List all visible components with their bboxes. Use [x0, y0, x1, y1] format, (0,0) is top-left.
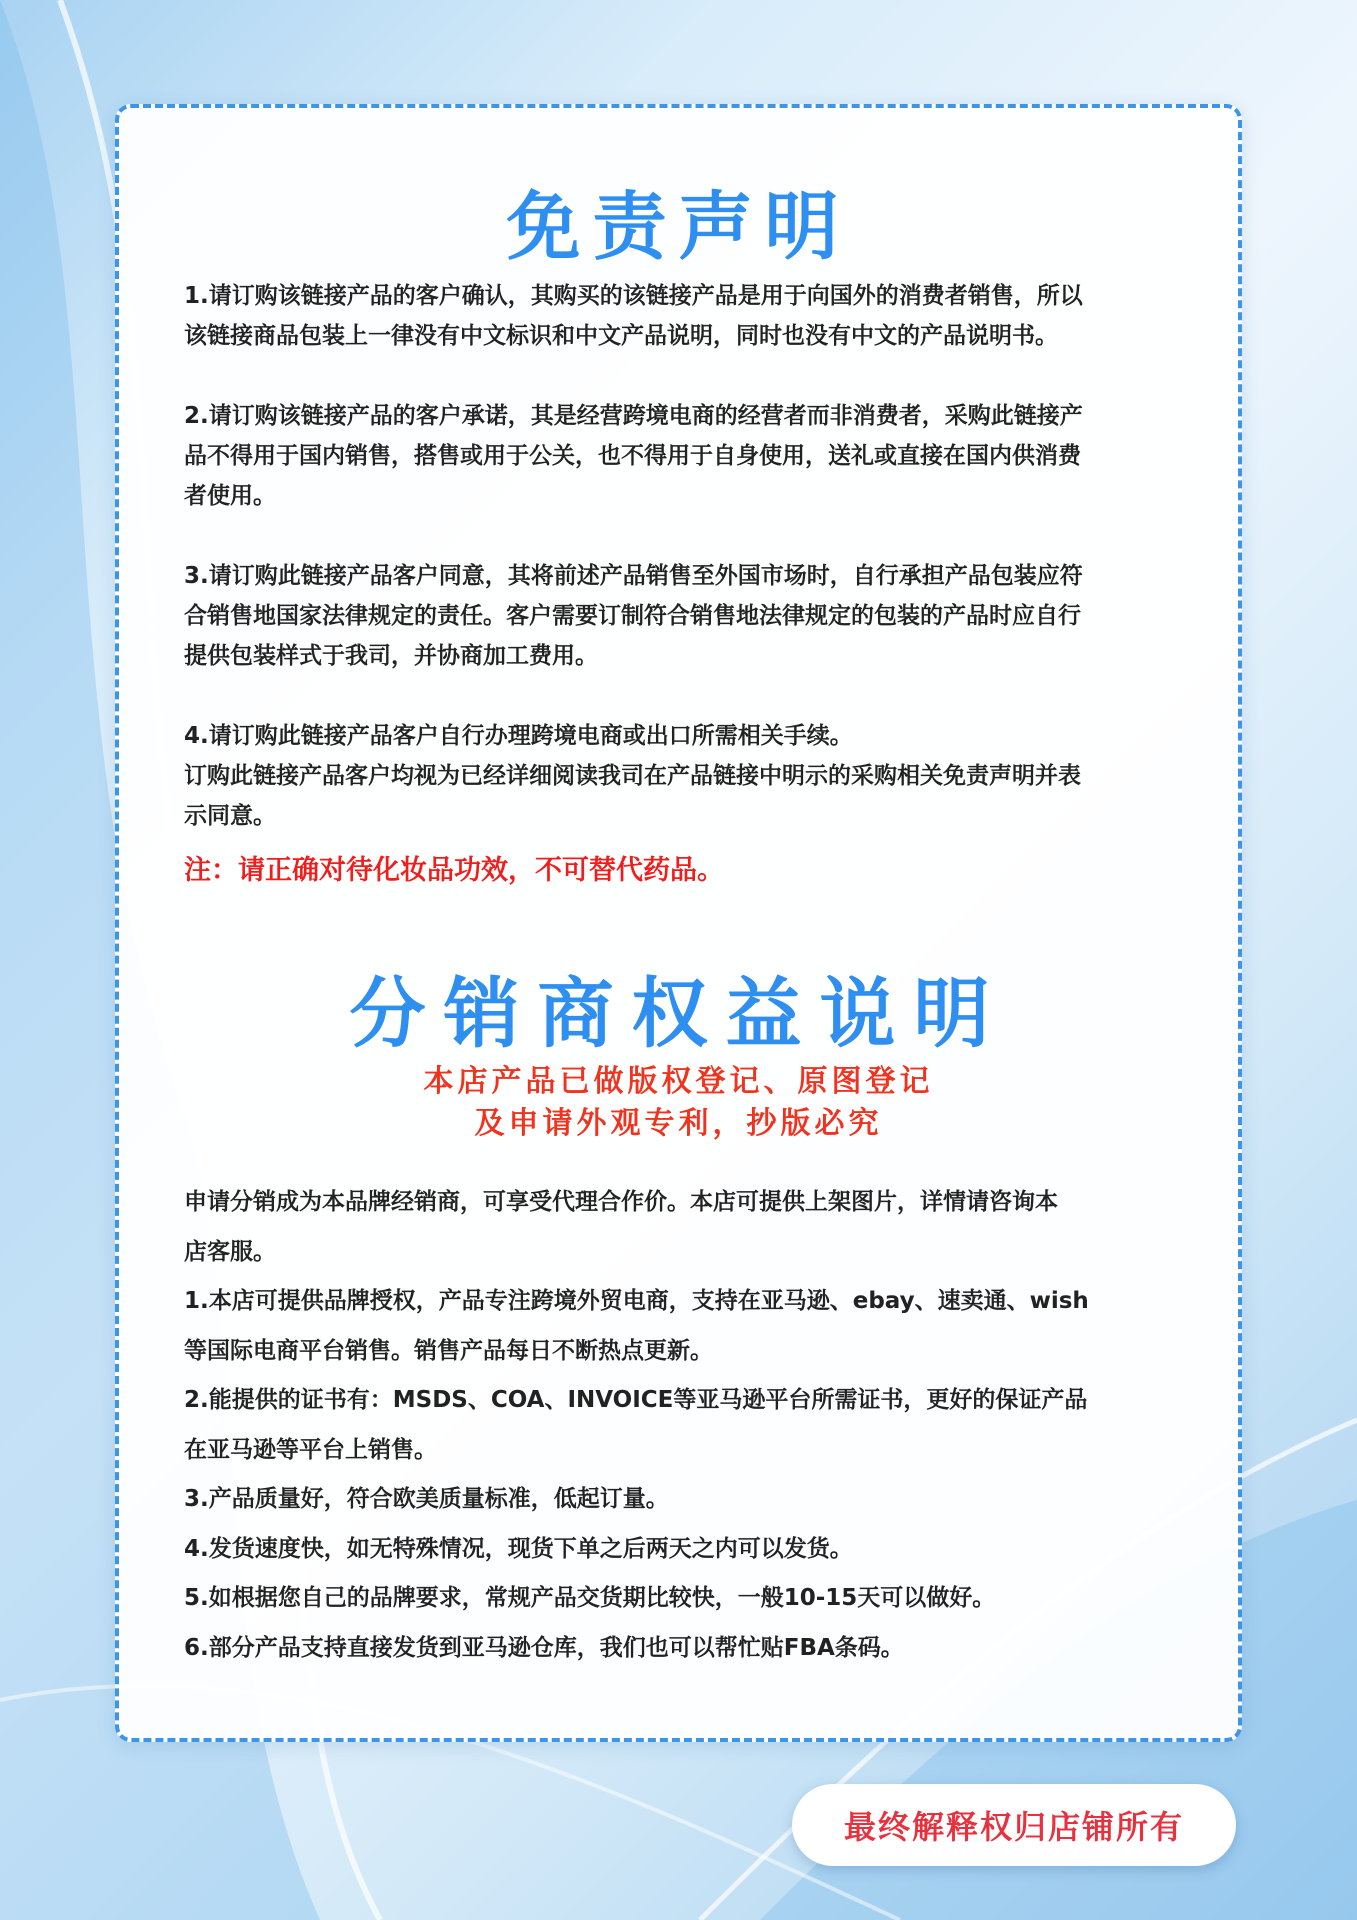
list-item: 6.部分产品支持直接发货到亚马逊仓库，我们也可以帮忙贴FBA条码。 [184, 1634, 904, 1661]
text-line: 者使用。 [184, 483, 276, 509]
list-item: 5.如根据您自己的品牌要求，常规产品交货期比较快，一般10-15天可以做好。 [184, 1585, 996, 1611]
text-line: 订购此链接产品客户均视为已经详细阅读我司在产品链接中明示的采购相关免责声明并表 [184, 763, 1081, 789]
list-item: 4.发货速度快，如无特殊情况，现货下单之后两天之内可以发货。 [184, 1535, 853, 1562]
disclaimer-item-1 [184, 276, 1184, 356]
distributor-benefits-list [184, 1178, 1194, 1673]
list-item: 申请分销成为本品牌经销商，可享受代理合作价。本店可提供上架图片，详情请咨询本 [184, 1189, 1058, 1215]
footer-rights-text: 最终解释权归店铺所有 [843, 1808, 1184, 1846]
distributor-title: 分销商权益说明 [349, 969, 1008, 1058]
list-item: 3.产品质量好，符合欧美质量标准，低起订量。 [184, 1486, 669, 1512]
text-line: 1.请订购该链接产品的客户确认，其购买的该链接产品是用于向国外的消费者销售，所以 [184, 283, 1083, 309]
text-line: 提供包装样式于我司，并协商加工费用。 [184, 643, 598, 669]
cosmetics-note: 注：请正确对待化妆品功效，不可替代药品。 [184, 855, 724, 886]
list-item: 1.本店可提供品牌授权，产品专注跨境外贸电商，支持在亚马逊、ebay、速卖通、wish [184, 1288, 1089, 1314]
list-item: 2.能提供的证书有：MSDS、COA、INVOICE等亚马逊平台所需证书，更好的保证产品 [184, 1387, 1088, 1413]
copyright-notice-line-1: 本店产品已做版权登记、原图登记 [423, 1064, 934, 1099]
text-line: 该链接商品包装上一律没有中文标识和中文产品说明，同时也没有中文的产品说明书。 [184, 323, 1058, 349]
text-line: 4.请订购此链接产品客户自行办理跨境电商或出口所需相关手续。 [184, 723, 853, 749]
text-line: 合销售地国家法律规定的责任。客户需要订制符合销售地法律规定的包装的产品时应自行 [184, 603, 1081, 629]
text-line: 品不得用于国内销售，搭售或用于公关，也不得用于自身使用，送礼或直接在国内供消费 [184, 443, 1081, 469]
text-line: 2.请订购该链接产品的客户承诺，其是经营跨境电商的经营者而非消费者，采购此链接产 [184, 403, 1083, 429]
list-item: 等国际电商平台销售。销售产品每日不断热点更新。 [184, 1337, 713, 1364]
list-item: 在亚马逊等平台上销售。 [184, 1436, 437, 1463]
text-line: 3.请订购此链接产品客户同意，其将前述产品销售至外国市场时，自行承担产品包装应符 [184, 563, 1083, 589]
disclaimer-item-2 [184, 396, 1184, 516]
disclaimer-title: 免责声明 [506, 184, 851, 270]
copyright-notice-line-2: 及申请外观专利，抄版必究 [474, 1106, 883, 1141]
disclaimer-item-3 [184, 556, 1184, 676]
list-item: 店客服。 [184, 1238, 276, 1265]
text-line: 示同意。 [184, 803, 276, 829]
content-card [115, 104, 1242, 1742]
disclaimer-item-4 [184, 716, 1184, 756]
footer-badge [792, 1784, 1236, 1866]
disclaimer-closing [184, 756, 1184, 836]
